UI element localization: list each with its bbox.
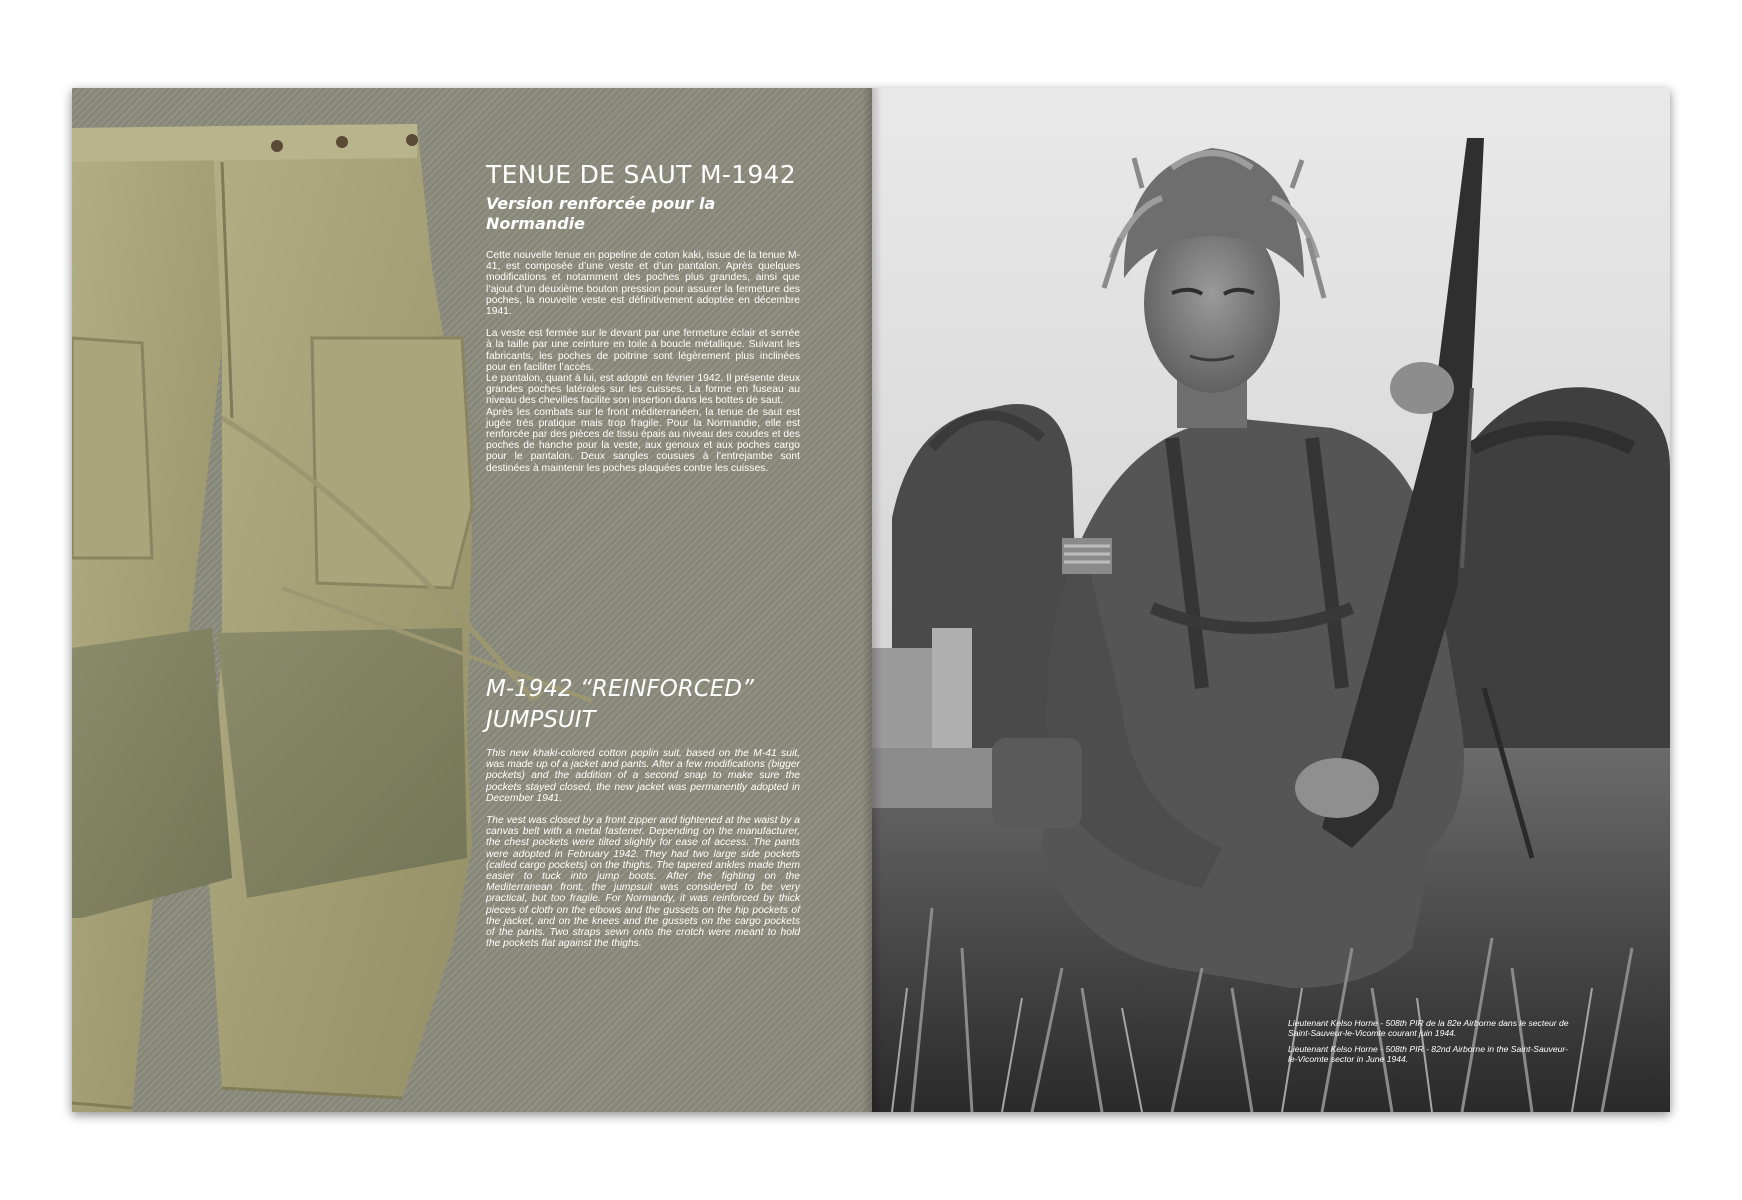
french-text-block	[486, 160, 800, 485]
english-title-line-2: JUMPSUIT	[486, 707, 596, 733]
book-spread	[72, 88, 1670, 1112]
english-paragraph-1: This new khaki-colored cotton poplin suit, based on the M-41 suit, was made up of a jacket and pants. After a few modifications (bigger pockets) and the addition of a second snap to make sure the pockets stayed closed, the new jacket was permanently adopted in December 1941.	[486, 748, 800, 804]
english-paragraph-2: The vest was closed by a front zipper and tightened at the waist by a canvas belt with a metal fastener. Depending on the manufacturer, the chest pockets were tilted slightly for ease of access. The pants were adopted in February 1942. They had two large side pockets (called cargo pockets) on the thighs. The tapered ankles made them easier to tuck into jump boots. After the fighting on the Mediterranean front, the jumpsuit was considered to be very practical, but too fragile. For Normandy, it was reinforced by thick pieces of cloth on the elbows and the gussets on the hip pockets of the jacket, and on the knees and the gussets on the cargo pockets of the pants. Two straps sewn onto the crotch were meant to hold the pockets flat against the thighs.	[486, 815, 800, 950]
french-paragraph-2: La veste est fermée sur le devant par une fermeture éclair et serrée à la taille par une ceinture en toile à boucle métallique. Suivant les fabricants, les poches de poitrine sont légèrement plus inclinées pour en faciliter l’accès. Le pantalon, quant à lui, est adopté en février 1942. Il présente deux grandes poches latérales sur les cuisses. La forme en fuseau au niveau des chevilles facilite son insertion dans les bottes de saut. Après les combats sur le front méditerranéen, la tenue de saut est jugée très pratique mais trop fragile. Pour la Normandie, elle est renforcée par des pièces de tissu épais au niveau des coudes et des poches de hanche pour la veste, aux genoux et aux poches cargo pour le pantalon. Deux sangles cousues à l’entrejambe sont destinées à maintenir les poches plaquées contre les cuisses.	[486, 328, 800, 474]
english-text-block	[486, 674, 800, 960]
french-subtitle: Version renforcée pour la Normandie	[486, 194, 716, 233]
right-page	[872, 88, 1670, 1112]
paratrooper-photo	[872, 88, 1670, 1112]
caption-french: Lieutenant Kelso Horne - 508th PIR de la 82e Airborne dans le secteur de Saint-Sauveur-le-Vicomte courant juin 1944.	[1288, 1018, 1569, 1038]
english-title	[486, 674, 796, 736]
left-page	[72, 88, 872, 1112]
caption-english: Lieutenant Kelso Horne - 508th PIR - 82nd Airborne in the Saint-Sauveur-le-Vicomte sector in June 1944.	[1288, 1044, 1568, 1064]
english-title-line-1: M-1942 “REINFORCED”	[486, 676, 754, 702]
photo-caption	[1288, 1018, 1570, 1070]
french-title: TENUE DE SAUT M-1942	[486, 160, 796, 189]
french-paragraph-1: Cette nouvelle tenue en popeline de coton kaki, issue de la tenue M-41, est composée d’une veste et d’un pantalon. Après quelques modifications et notamment des poches plus grandes, ainsi que l’ajout d’un deuxième bouton pression pour assurer la fermeture des poches, la nouvelle veste est définitivement adoptée en décembre 1941.	[486, 250, 800, 318]
